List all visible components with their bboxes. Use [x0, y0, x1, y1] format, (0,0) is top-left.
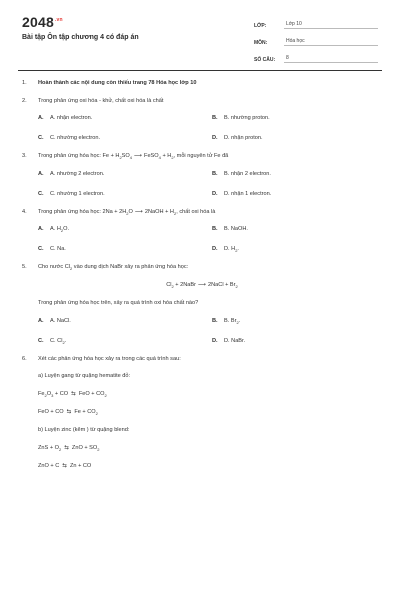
option-c[interactable] — [38, 338, 212, 344]
question-list — [22, 80, 382, 481]
option-text: D. NaBr. — [224, 337, 246, 344]
question-number: 6. — [22, 355, 27, 362]
option-text: D. nhận 1 electron. — [224, 190, 272, 197]
option-letter: A. — [38, 170, 44, 177]
question-number: 2. — [22, 97, 27, 104]
meta-value: 8 — [284, 55, 378, 63]
meta-row-count — [254, 51, 378, 63]
option-text-part: C. Cl — [50, 337, 63, 344]
question-number: 4. — [22, 208, 27, 215]
option-text: C. $Cl_2$. — [50, 337, 67, 345]
option-a[interactable] — [38, 318, 212, 324]
option-text: B. $Br_2$. — [224, 317, 241, 325]
equation-line: ZnO + C ⇆ Zn + CO — [38, 463, 92, 470]
option-letter: B. — [212, 226, 218, 233]
question-4 — [22, 209, 382, 217]
option-text: A. nhường 2 electron. — [50, 170, 105, 177]
question-text-part: Cho nước Cl — [38, 264, 70, 271]
option-d[interactable] — [212, 191, 386, 197]
header-divider — [18, 70, 382, 71]
option-c[interactable] — [38, 191, 212, 197]
option-letter: B. — [212, 115, 218, 122]
question-text: Hoàn thành các nội dung còn thiếu trang 78 Hóa học lớp 10 — [38, 80, 197, 86]
option-text: D. $H_2$. — [224, 246, 239, 254]
meta-value: Hóa học — [284, 38, 378, 46]
equation-line: ZnS + $O_2$ ⇆ ZnO + $SO_2$ — [38, 445, 100, 453]
option-letter: D. — [212, 337, 218, 344]
meta-label: SỐ CÂU: — [254, 57, 276, 63]
option-c[interactable] — [38, 246, 212, 252]
question-number: 3. — [22, 153, 27, 160]
question-text-part: Trong phản ứng hóa học: Fe + H — [38, 153, 120, 160]
option-text: B. nhận 2 electron. — [224, 170, 271, 177]
question-followup: Trong phản ứng hóa học trên, xảy ra quá trình oxi hóa chất nào? — [38, 299, 199, 306]
meta-label: MÔN: — [254, 40, 268, 46]
option-letter: B. — [212, 317, 218, 324]
subquestion-b: b) Luyện zinc (kẽm ) từ quặng blend: — [38, 427, 130, 434]
question-text: Cho nước $Cl_2$ vào dung dịch NaBr xảy ra phản ứng hóa học: — [38, 264, 189, 272]
option-b[interactable] — [212, 115, 386, 121]
option-c[interactable] — [38, 135, 212, 141]
site-logo[interactable] — [22, 14, 63, 30]
option-text: C. nhường electron. — [50, 135, 101, 142]
option-text: D. nhận proton. — [224, 135, 263, 142]
option-d[interactable] — [212, 338, 386, 344]
reaction-equation: $Cl_2$ + 2NaBr ⟶ 2NaCl + $Br_2$ — [166, 281, 238, 289]
option-b[interactable] — [212, 171, 386, 177]
option-text: B. NaOH. — [224, 226, 248, 233]
option-text-part: B. Br — [224, 317, 237, 324]
option-text-part: A. H — [50, 226, 61, 233]
option-letter: D. — [212, 246, 218, 253]
option-letter: A. — [38, 317, 44, 324]
equation-line: $Fe_2O_3$ + CO ⇆ FeO + $CO_2$ — [38, 391, 107, 399]
option-letter: D. — [212, 190, 218, 197]
question-number: 1. — [22, 80, 27, 86]
question-2 — [22, 98, 382, 106]
question-6 — [22, 356, 382, 364]
option-letter: C. — [38, 246, 44, 253]
equation-line: FeO + CO ⇆ $Fe + CO_2$ — [38, 409, 98, 417]
option-letter: A. — [38, 226, 44, 233]
option-letter: D. — [212, 135, 218, 142]
option-letter: A. — [38, 115, 44, 122]
question-text: Trong phản ứng oxi hóa - khử, chất oxi hóa là chất — [38, 97, 164, 104]
option-letter: B. — [212, 170, 218, 177]
option-text: A. $H_2O$. — [50, 226, 70, 234]
option-text: A. nhận electron. — [50, 115, 93, 122]
option-b[interactable] — [212, 318, 386, 324]
meta-row-class — [254, 17, 378, 29]
question-text: Xét các phản ứng hóa học xảy ra trong các quá trình sau: — [38, 355, 181, 362]
option-d[interactable] — [212, 135, 386, 141]
option-text: C. Na. — [50, 246, 66, 253]
options-q3 — [38, 171, 382, 197]
question-text: Trong phản ứng hóa học: $Fe + H_2SO_4$ ⟶ FeSO$_4$ + $H_2$, mỗi nguyên tử Fe đã — [38, 153, 229, 161]
option-letter: C. — [38, 190, 44, 197]
question-number: 5. — [22, 264, 27, 271]
options-q5 — [38, 318, 382, 344]
option-b[interactable] — [212, 226, 386, 232]
options-q2 — [38, 115, 382, 141]
option-a[interactable] — [38, 226, 212, 232]
question-text-part: chất oxi hóa là — [177, 208, 216, 215]
option-text: A. NaCl. — [50, 317, 71, 324]
option-text-part: D. H — [224, 246, 236, 253]
meta-row-subject — [254, 34, 378, 46]
meta-value: Lớp 10 — [284, 21, 378, 29]
question-text-part: mỗi nguyên tử Fe đã — [175, 153, 229, 160]
question-text-part: Trong phản ứng hóa học: 2Na + 2H — [38, 208, 127, 215]
option-letter: C. — [38, 337, 44, 344]
meta-panel — [254, 17, 378, 68]
option-text: C. nhường 1 electron. — [50, 190, 105, 197]
option-letter: C. — [38, 135, 44, 142]
logo-text: 2048 — [22, 14, 54, 30]
document-header — [0, 0, 400, 70]
option-a[interactable] — [38, 115, 212, 121]
question-1 — [22, 80, 382, 88]
meta-label: LỚP: — [254, 23, 267, 29]
option-d[interactable] — [212, 246, 386, 252]
question-text: Trong phản ứng hóa học: $2Na + 2H_2O$ ⟶ 2NaOH + $H_2$, chất oxi hóa là — [38, 208, 216, 216]
options-q4 — [38, 226, 382, 252]
subquestion-a: a) Luyện gang từ quặng hematite đỏ: — [38, 373, 131, 380]
question-5 — [22, 264, 382, 272]
logo-suffix: .vn — [54, 17, 63, 24]
option-text: B. nhường proton. — [224, 115, 270, 122]
document-title: Bài tập Ôn tập chương 4 có đáp án — [22, 34, 139, 41]
question-3 — [22, 153, 382, 161]
option-a[interactable] — [38, 171, 212, 177]
question-text-part: vào dung dịch NaBr xảy ra phản ứng hóa học: — [72, 264, 189, 271]
